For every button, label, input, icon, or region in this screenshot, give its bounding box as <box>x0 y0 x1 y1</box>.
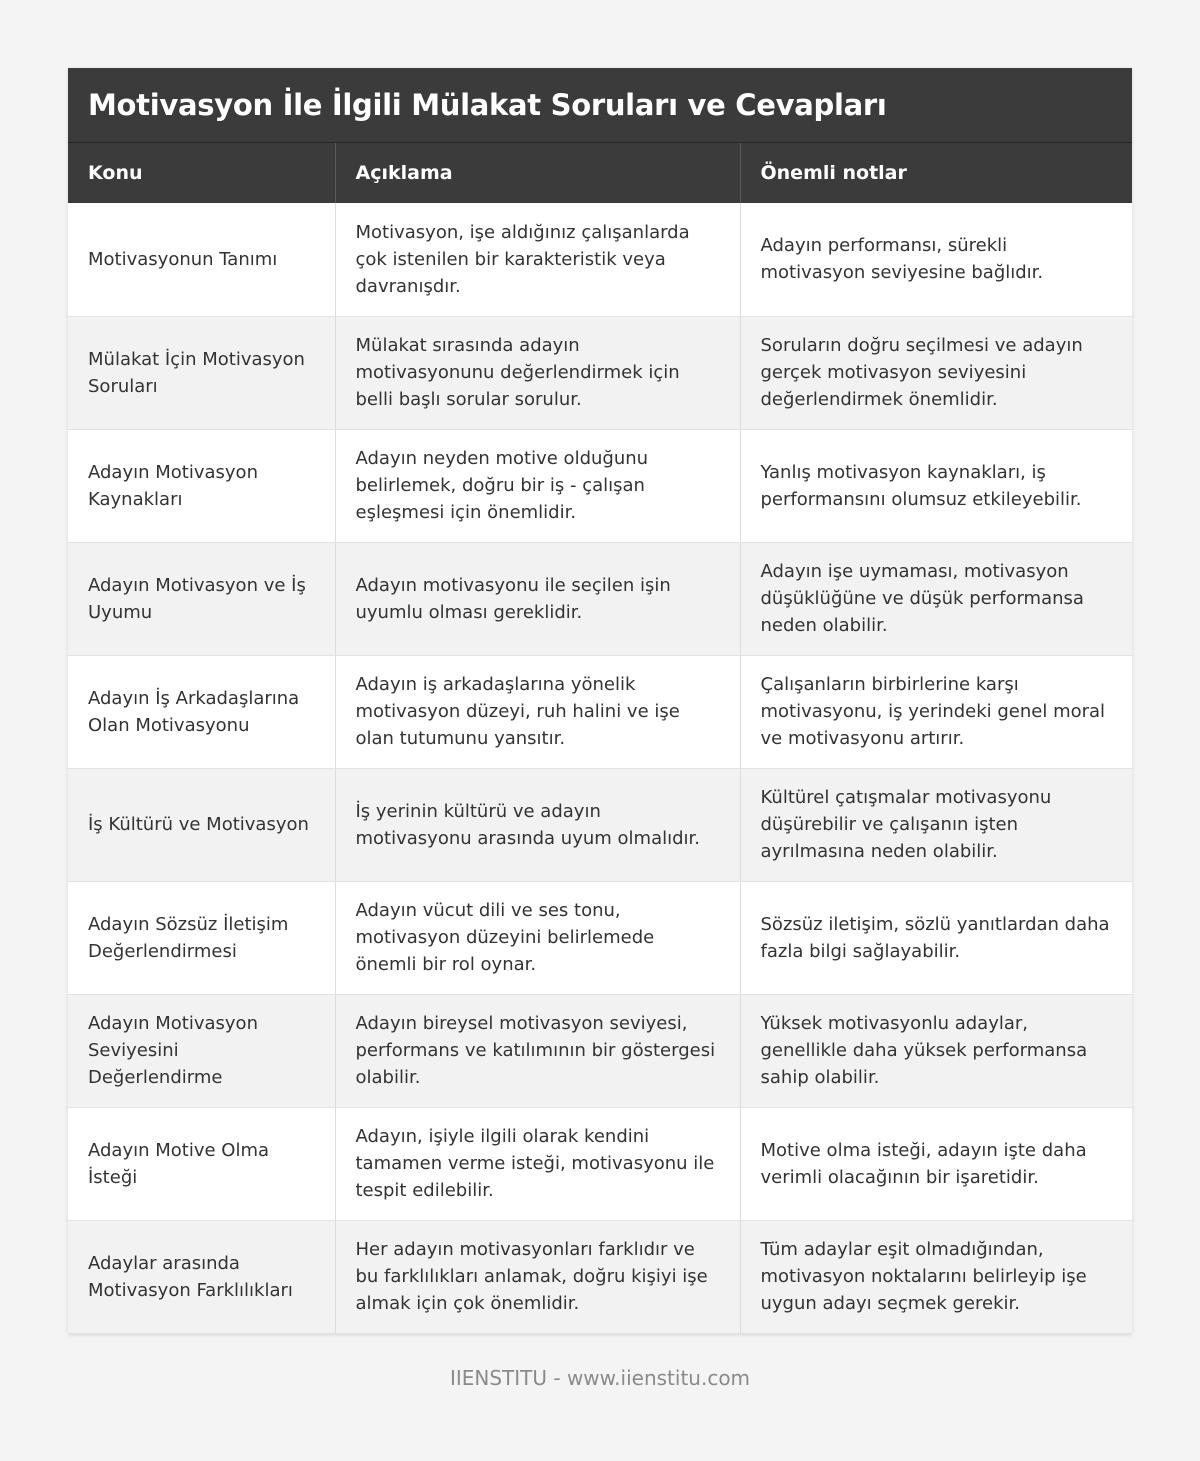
cell-konu: Adaylar arasında Motivasyon Farklılıkları <box>68 1220 335 1333</box>
cell-konu: Adayın Motivasyon ve İş Uyumu <box>68 542 335 655</box>
cell-konu: Adayın Motivasyon Kaynakları <box>68 429 335 542</box>
table-row <box>68 881 1132 994</box>
data-table <box>68 143 1132 1334</box>
table-row <box>68 1220 1132 1333</box>
cell-aciklama: Her adayın motivasyonları farklıdır ve bu farklılıkları anlamak, doğru kişiyi işe almak için çok önemlidir. <box>335 1220 740 1333</box>
cell-notlar: Adayın işe uymaması, motivasyon düşüklüğüne ve düşük performansa neden olabilir. <box>740 542 1132 655</box>
cell-notlar: Soruların doğru seçilmesi ve adayın gerçek motivasyon seviyesini değerlendirmek önemlidir. <box>740 316 1132 429</box>
cell-notlar: Yanlış motivasyon kaynakları, iş performansını olumsuz etkileyebilir. <box>740 429 1132 542</box>
cell-aciklama: Motivasyon, işe aldığınız çalışanlarda çok istenilen bir karakteristik veya davranışdır. <box>335 203 740 316</box>
column-header-onemli-notlar: Önemli notlar <box>740 143 1132 203</box>
cell-konu: Adayın İş Arkadaşlarına Olan Motivasyonu <box>68 655 335 768</box>
table-row <box>68 994 1132 1107</box>
cell-aciklama: Adayın bireysel motivasyon seviyesi, performans ve katılımının bir göstergesi olabilir. <box>335 994 740 1107</box>
cell-notlar: Kültürel çatışmalar motivasyonu düşürebilir ve çalışanın işten ayrılmasına neden olabilir. <box>740 768 1132 881</box>
table-row <box>68 316 1132 429</box>
table-row <box>68 542 1132 655</box>
page-title: Motivasyon İle İlgili Mülakat Soruları ve Cevapları <box>88 88 887 122</box>
cell-konu: Adayın Motive Olma İsteği <box>68 1107 335 1220</box>
cell-konu: İş Kültürü ve Motivasyon <box>68 768 335 881</box>
column-header-konu: Konu <box>68 143 335 203</box>
title-bar <box>68 68 1132 143</box>
cell-konu: Motivasyonun Tanımı <box>68 203 335 316</box>
cell-konu: Mülakat İçin Motivasyon Soruları <box>68 316 335 429</box>
table-header-row <box>68 143 1132 203</box>
cell-notlar: Tüm adaylar eşit olmadığından, motivasyon noktalarını belirleyip işe uygun adayı seçmek gerekir. <box>740 1220 1132 1333</box>
table-row <box>68 655 1132 768</box>
cell-notlar: Adayın performansı, sürekli motivasyon seviyesine bağlıdır. <box>740 203 1132 316</box>
cell-konu: Adayın Motivasyon Seviyesini Değerlendirme <box>68 994 335 1107</box>
cell-konu: Adayın Sözsüz İletişim Değerlendirmesi <box>68 881 335 994</box>
table-card <box>68 68 1132 1334</box>
cell-notlar: Sözsüz iletişim, sözlü yanıtlardan daha fazla bilgi sağlayabilir. <box>740 881 1132 994</box>
cell-notlar: Motive olma isteği, adayın işte daha verimli olacağının bir işaretidir. <box>740 1107 1132 1220</box>
column-header-aciklama: Açıklama <box>335 143 740 203</box>
table-row <box>68 429 1132 542</box>
table-row <box>68 768 1132 881</box>
cell-aciklama: Adayın, işiyle ilgili olarak kendini tamamen verme isteği, motivasyonu ile tespit edilebilir. <box>335 1107 740 1220</box>
cell-aciklama: İş yerinin kültürü ve adayın motivasyonu arasında uyum olmalıdır. <box>335 768 740 881</box>
cell-aciklama: Adayın vücut dili ve ses tonu, motivasyon düzeyini belirlemede önemli bir rol oynar. <box>335 881 740 994</box>
table-row <box>68 203 1132 316</box>
footer-credit: IIENSTITU - www.iienstitu.com <box>449 1366 751 1390</box>
cell-notlar: Yüksek motivasyonlu adaylar, genellikle daha yüksek performansa sahip olabilir. <box>740 994 1132 1107</box>
cell-aciklama: Mülakat sırasında adayın motivasyonunu değerlendirmek için belli başlı sorular sorulur. <box>335 316 740 429</box>
cell-aciklama: Adayın iş arkadaşlarına yönelik motivasyon düzeyi, ruh halini ve işe olan tutumunu yansıtır. <box>335 655 740 768</box>
cell-aciklama: Adayın neyden motive olduğunu belirlemek, doğru bir iş - çalışan eşleşmesi için önemlidir. <box>335 429 740 542</box>
cell-notlar: Çalışanların birbirlerine karşı motivasyonu, iş yerindeki genel moral ve motivasyonu artırır. <box>740 655 1132 768</box>
table-row <box>68 1107 1132 1220</box>
cell-aciklama: Adayın motivasyonu ile seçilen işin uyumlu olması gereklidir. <box>335 542 740 655</box>
